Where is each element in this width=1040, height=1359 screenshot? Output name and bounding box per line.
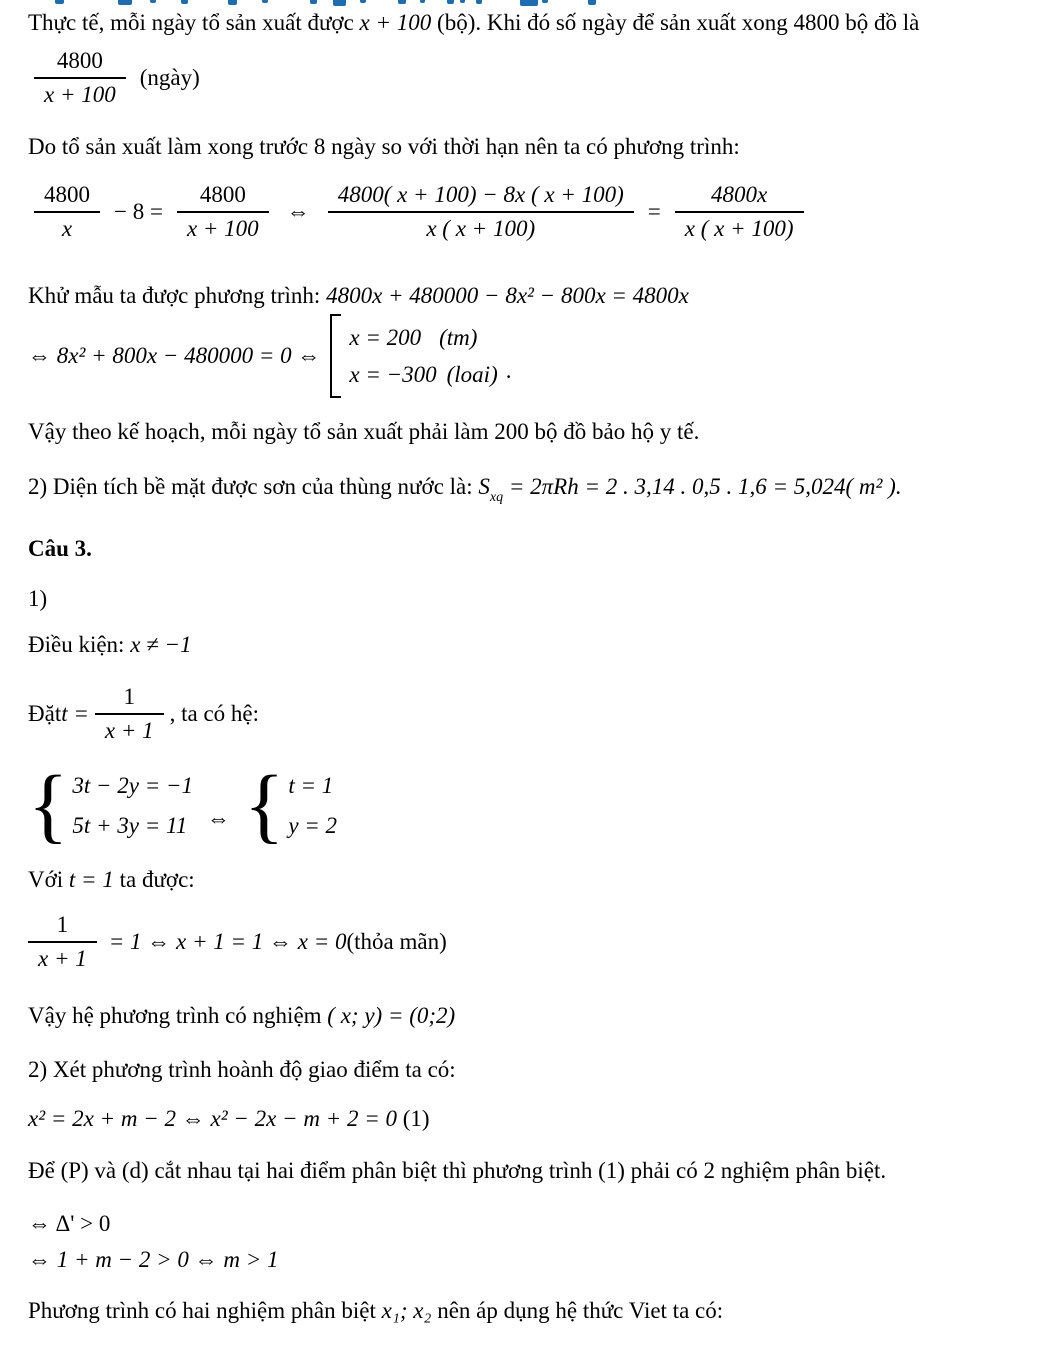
text-run: nên áp dụng hệ thức Viet ta có: <box>431 1298 724 1323</box>
math-inline: ⇔ Δ' > 0 <box>28 1211 111 1236</box>
fraction-denominator: x + 1 <box>38 946 87 971</box>
paragraph-dieu-kien <box>28 632 192 658</box>
math-subscript: xq <box>489 490 504 505</box>
paragraph-vay-theo <box>28 419 699 445</box>
fraction-numerator: 4800 <box>199 182 246 207</box>
text-run: Với <box>28 867 69 892</box>
system-row: 5t + 3y = 11 <box>72 813 188 838</box>
fraction-numerator: 1 <box>56 912 69 937</box>
fraction-numerator: 4800 <box>56 48 103 73</box>
math-inline: ⇔ 8x² + 800x − 480000 = 0 ⇔ <box>28 343 321 368</box>
paragraph-xet-pt <box>28 1057 456 1083</box>
left-curly-brace: { <box>28 759 69 852</box>
equation-m-condition <box>28 1247 279 1273</box>
fraction-denominator: x + 1 <box>104 718 154 743</box>
case-tag: (loai) <box>446 362 498 387</box>
fraction-numerator: 1 <box>123 684 135 709</box>
math-inline: x₁; x₂ <box>381 1298 432 1323</box>
text-run: Do tổ sản xuất làm xong trước 8 ngày so với thời hạn nên ta có phương trình: <box>28 134 740 159</box>
math-inline: x + 100 <box>359 10 432 35</box>
case-row <box>349 356 497 393</box>
text-run: Đặt <box>28 701 62 726</box>
system-row: 3t − 2y = −1 <box>72 773 193 798</box>
clipped-blue-text-remnants <box>28 0 628 8</box>
fraction-denominator: x + 100 <box>44 82 116 107</box>
fraction-numerator: 4800( x + 100) − 8x ( x + 100) <box>337 182 624 207</box>
fraction-denominator: x ( x + 100) <box>684 216 794 241</box>
math-inline: = 2πRh = 2 . 3,14 . 0,5 . 1,6 = 5,024( m² ). <box>503 474 902 499</box>
equation-system <box>28 759 338 852</box>
equation-cases <box>28 314 511 398</box>
math-inline: ⇔ 1 + m − 2 > 0 ⇔ m > 1 <box>28 1247 279 1272</box>
case-tag: (tm) <box>439 325 478 350</box>
equation-dat-t <box>28 684 259 744</box>
fraction <box>28 912 97 972</box>
section-heading-cau-3 <box>28 536 92 562</box>
note-text: (thỏa mãn) <box>346 929 447 954</box>
fraction <box>34 182 100 242</box>
math-inline: t = 1 <box>68 867 114 892</box>
text-run: , ta có hệ: <box>169 701 260 726</box>
text-run: Để (P) và (d) cắt nhau tại hai điểm phân biệt thì phương trình (1) phải có 2 nghiệm phân biệt. <box>28 1158 887 1183</box>
math-inline: ( x; y) = (0;2) <box>327 1003 456 1028</box>
operator: = <box>647 199 661 224</box>
text-run: Thực tế, mỗi ngày tổ sản xuất được <box>28 10 360 35</box>
fraction <box>95 684 164 744</box>
text-run: Vậy theo kế hoạch, mỗi ngày tổ sản xuất phải làm 200 bộ đồ bảo hộ y tế. <box>28 419 700 444</box>
fraction-numerator: 4800 <box>44 182 90 207</box>
text-run: Phương trình có hai nghiệm phân biệt <box>28 1298 382 1323</box>
fraction <box>328 182 634 242</box>
math-inline: 4800x + 480000 − 8x² − 800x = 4800x <box>326 283 689 308</box>
operator: − 8 = <box>114 199 163 224</box>
formula-days-fraction <box>28 48 200 108</box>
equation-solve-x <box>28 912 447 972</box>
text-run: 2) Xét phương trình hoành độ giao điểm ta có: <box>28 1057 456 1082</box>
paragraph-do-to <box>28 134 740 160</box>
cases-column <box>349 319 497 393</box>
paragraph-viet <box>28 1298 723 1324</box>
equation-main <box>28 182 810 242</box>
system-row: y = 2 <box>288 813 338 838</box>
math-inline: x² = 2x + m − 2 ⇔ x² − 2x − m + 2 = 0 <box>28 1106 397 1131</box>
paragraph-khu-mau <box>28 283 689 309</box>
paragraph-de-P-d <box>28 1158 886 1184</box>
math-symbol-S: S <box>478 474 490 499</box>
system-column <box>288 766 337 846</box>
fraction <box>675 182 804 242</box>
text-run: Vậy hệ phương trình có nghiệm <box>28 1003 328 1028</box>
math-inline: = 1 ⇔ x + 1 = 1 ⇔ x = 0 <box>108 929 347 954</box>
paragraph-vay-he <box>28 1003 455 1029</box>
system-column <box>72 766 193 846</box>
fraction-numerator: 4800x <box>711 182 768 207</box>
case-value: x = 200 <box>349 325 422 350</box>
case-row <box>349 319 497 356</box>
case-value: x = −300 <box>349 362 437 387</box>
heading-text: Câu 3. <box>28 536 92 561</box>
text-run: (bộ). Khi đó số ngày để sản xuất xong 4800 bộ đồ là <box>431 10 920 35</box>
equivalence-arrow: ⇔ <box>286 199 310 224</box>
equation-delta <box>28 1211 110 1237</box>
left-curly-brace: { <box>244 759 285 852</box>
paragraph-thuc-te <box>28 10 919 36</box>
text-run: 2) Diện tích bề mặt được sơn của thùng nước là: <box>28 474 479 499</box>
paragraph-voi-t <box>28 867 195 893</box>
item-number-1 <box>28 586 47 612</box>
equation-intersection <box>28 1106 430 1132</box>
math-inline: t = <box>61 701 89 726</box>
math-inline: x ≠ −1 <box>130 632 192 657</box>
fraction-denominator: x ( x + 100) <box>426 216 536 241</box>
left-square-bracket <box>330 314 341 398</box>
equation-label: (1) <box>397 1106 430 1131</box>
text-run: ta được: <box>113 867 195 892</box>
fraction <box>34 48 126 108</box>
period: . <box>505 358 512 383</box>
paragraph-dien-tich <box>28 474 902 506</box>
text-run: Điều kiện: <box>28 632 131 657</box>
fraction-denominator: x + 100 <box>186 216 259 241</box>
text-run: Khử mẫu ta được phương trình: <box>28 283 327 308</box>
unit-label: (ngày) <box>139 65 200 90</box>
equivalence-arrow: ⇔ <box>207 806 230 831</box>
system-row: t = 1 <box>288 773 334 798</box>
text-run: 1) <box>28 586 48 611</box>
fraction <box>177 182 269 242</box>
fraction-denominator: x <box>61 216 73 241</box>
